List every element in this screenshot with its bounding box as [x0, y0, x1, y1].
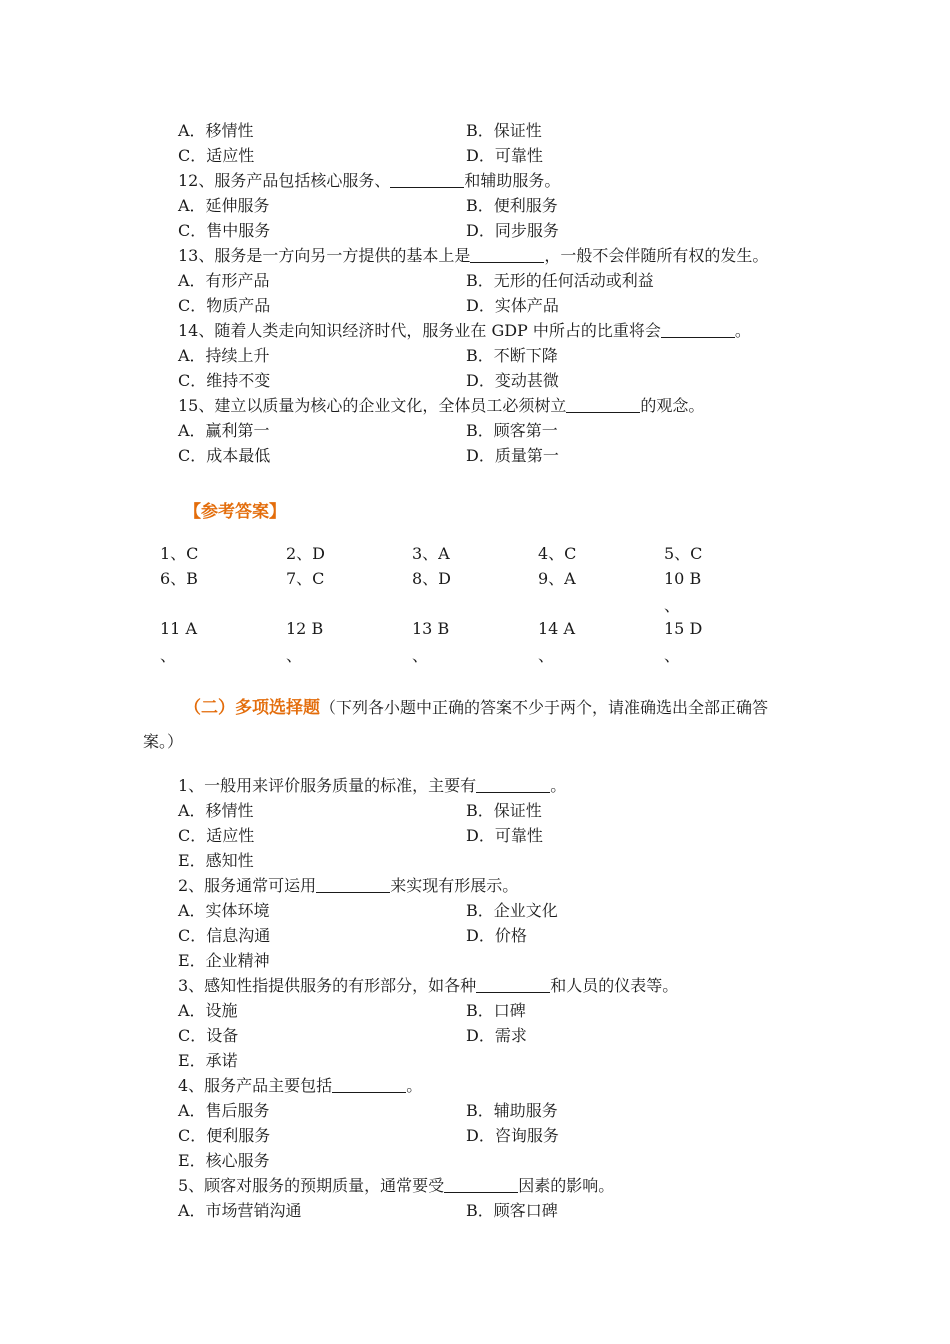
- question-12: 12、服务产品包括核心服务、 和辅助服务。: [178, 171, 561, 190]
- answers-heading: 【参考答案】: [184, 502, 286, 522]
- option: B．顾客口碑: [466, 1201, 558, 1220]
- option-row: [178, 848, 818, 873]
- option: A．持续上升: [178, 346, 270, 365]
- option-row: [178, 1048, 818, 1073]
- option: C．售中服务: [178, 221, 271, 240]
- option: A．有形产品: [178, 271, 270, 290]
- question-2: 2、服务通常可运用 来实现有形展示。: [178, 876, 519, 895]
- option: C．成本最低: [178, 446, 271, 465]
- answer-blank: [476, 776, 550, 793]
- option-row: [178, 193, 818, 218]
- option-row: [178, 923, 818, 948]
- option: B．保证性: [466, 121, 542, 140]
- answer-separator: 、: [538, 646, 555, 665]
- answer-blank: [476, 976, 550, 993]
- option: B．口碑: [466, 1001, 526, 1020]
- option: E．核心服务: [178, 1151, 270, 1170]
- answer-item: 6、B: [160, 569, 198, 588]
- option: B．无形的任何活动或利益: [466, 271, 654, 290]
- option-row: [178, 268, 818, 293]
- option-row: [178, 1098, 818, 1123]
- option: A．移情性: [178, 121, 254, 140]
- answer-item: 4、C: [538, 544, 577, 563]
- option: D．变动甚微: [466, 371, 559, 390]
- multi-choice-intro: [184, 696, 768, 720]
- option: C．信息沟通: [178, 926, 271, 945]
- answer-blank: [444, 1176, 518, 1193]
- answer-item: 12 B: [286, 619, 324, 638]
- option-row: [178, 998, 818, 1023]
- option: D．咨询服务: [466, 1126, 559, 1145]
- answer-item: 11 A: [160, 619, 197, 638]
- option: E．承诺: [178, 1051, 238, 1070]
- option: B．企业文化: [466, 901, 558, 920]
- answer-item: 7、C: [286, 569, 325, 588]
- option: B．不断下降: [466, 346, 558, 365]
- option-row: [178, 823, 818, 848]
- option: B．辅助服务: [466, 1101, 558, 1120]
- option: C．适应性: [178, 826, 255, 845]
- option-row: [178, 798, 818, 823]
- question-4: 4、服务产品主要包括 。: [178, 1076, 423, 1095]
- option-row: [178, 1123, 818, 1148]
- option-row: [178, 218, 818, 243]
- option-row: [178, 368, 818, 393]
- option: D．价格: [466, 926, 527, 945]
- answer-blank: [470, 246, 544, 263]
- option-row: [178, 1198, 818, 1223]
- multi-choice-heading: （二）多项选择题: [184, 698, 320, 718]
- option: E．企业精神: [178, 951, 270, 970]
- answer-separator: 、: [664, 646, 681, 665]
- option: C．维持不变: [178, 371, 271, 390]
- answer-item: 13 B: [412, 619, 450, 638]
- option: A．延伸服务: [178, 196, 270, 215]
- answer-item: 3、A: [412, 544, 450, 563]
- answer-item: 15 D: [664, 619, 703, 638]
- option: D．需求: [466, 1026, 527, 1045]
- question-13: 13、服务是一方向另一方提供的基本上是 ，一般不会伴随所有权的发生。: [178, 246, 769, 265]
- option: D．质量第一: [466, 446, 559, 465]
- option: A．实体环境: [178, 901, 270, 920]
- option: D．可靠性: [466, 826, 543, 845]
- answer-item: 2、D: [286, 544, 326, 563]
- option-row: [178, 1023, 818, 1048]
- option: C．物质产品: [178, 296, 271, 315]
- option: A．赢利第一: [178, 421, 270, 440]
- answer-item: 5、C: [664, 544, 703, 563]
- answer-separator: 、: [412, 646, 429, 665]
- option: A．移情性: [178, 801, 254, 820]
- option: D．实体产品: [466, 296, 559, 315]
- answer-item: 10 B: [664, 569, 702, 588]
- option-row: [178, 443, 818, 468]
- option: A．售后服务: [178, 1101, 270, 1120]
- option: B．顾客第一: [466, 421, 558, 440]
- multi-choice-instructions: （下列各小题中正确的答案不少于两个，请准确选出全部正确答: [320, 698, 769, 717]
- answer-item: 1、C: [160, 544, 199, 563]
- option: C．适应性: [178, 146, 255, 165]
- option: C．便利服务: [178, 1126, 271, 1145]
- answer-blank: [661, 321, 735, 338]
- option: A．市场营销沟通: [178, 1201, 302, 1220]
- multi-choice-instructions-cont: 案。）: [143, 732, 184, 751]
- question-15: 15、建立以质量为核心的企业文化，全体员工必须树立 的观念。: [178, 396, 705, 415]
- option-row: [178, 898, 818, 923]
- option: E．感知性: [178, 851, 254, 870]
- question-1: 1、一般用来评价服务质量的标准，主要有 。: [178, 776, 567, 795]
- option-row: [178, 1148, 818, 1173]
- answer-separator: 、: [664, 596, 681, 615]
- question-5: 5、顾客对服务的预期质量，通常要受 因素的影响。: [178, 1176, 615, 1195]
- option: C．设备: [178, 1026, 239, 1045]
- option: D．同步服务: [466, 221, 559, 240]
- answer-blank: [316, 876, 390, 893]
- option: B．便利服务: [466, 196, 558, 215]
- answer-item: 14 A: [538, 619, 575, 638]
- option: D．可靠性: [466, 146, 543, 165]
- option-row: [178, 143, 818, 168]
- option-row: [178, 343, 818, 368]
- question-14: 14、随着人类走向知识经济时代，服务业在 GDP 中所占的比重将会 。: [178, 321, 751, 340]
- option-row: [178, 418, 818, 443]
- answer-item: 8、D: [412, 569, 452, 588]
- answer-separator: 、: [160, 646, 177, 665]
- option-row: [178, 948, 818, 973]
- answer-blank: [332, 1076, 406, 1093]
- answer-blank: [566, 396, 640, 413]
- question-3: 3、感知性指提供服务的有形部分，如各种 和人员的仪表等。: [178, 976, 679, 995]
- option-row: [178, 118, 818, 143]
- option: B．保证性: [466, 801, 542, 820]
- answer-blank: [390, 171, 464, 188]
- answer-item: 9、A: [538, 569, 576, 588]
- option-row: [178, 293, 818, 318]
- option: A．设施: [178, 1001, 238, 1020]
- answer-separator: 、: [286, 646, 303, 665]
